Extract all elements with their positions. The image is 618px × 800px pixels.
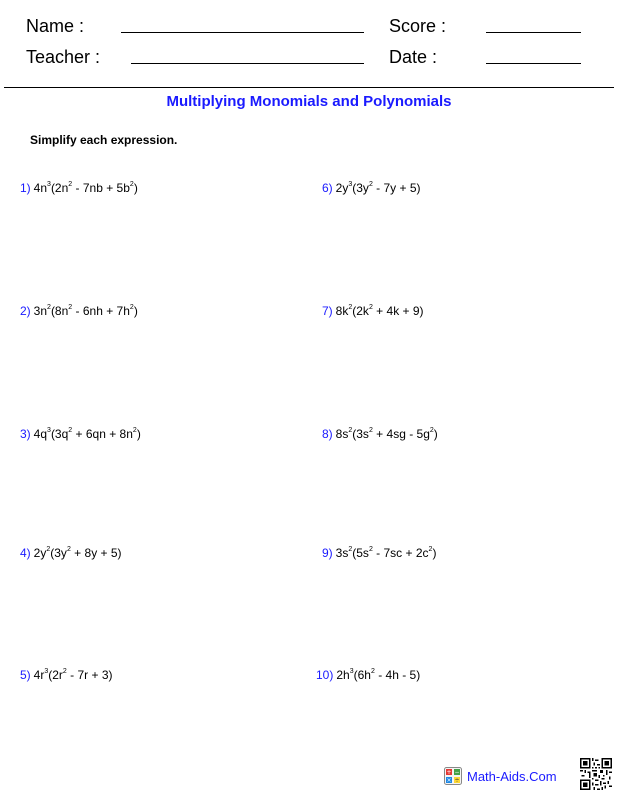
exponent: 2 xyxy=(368,181,373,188)
score-blank-line xyxy=(486,32,581,33)
problem-expression: $2h^3(6h^2 - 4h - 5)$ xyxy=(336,668,421,682)
date-label: Date : xyxy=(389,47,438,67)
instructions: Simplify each expression. xyxy=(30,133,178,147)
problem-7 xyxy=(322,304,424,318)
exponent: 3 xyxy=(44,668,49,675)
problem-8 xyxy=(322,427,438,441)
exponent: 2 xyxy=(348,546,353,553)
problem-6 xyxy=(322,181,421,195)
problem-expression: $2y^3(3y^2 - 7y + 5)$ xyxy=(335,181,421,195)
qr-code-icon xyxy=(580,758,612,790)
problem-number: 6) xyxy=(322,181,333,195)
exponent: 2 xyxy=(129,304,134,311)
exponent: 2 xyxy=(46,546,51,553)
exponent: 3 xyxy=(348,181,353,188)
exponent: 2 xyxy=(368,546,373,553)
problem-number: 3) xyxy=(20,427,31,441)
problem-4 xyxy=(20,546,122,560)
problem-number: 2) xyxy=(20,304,31,318)
problem-1 xyxy=(20,181,138,195)
problem-9 xyxy=(322,546,436,560)
exponent: 2 xyxy=(68,181,73,188)
exponent: 3 xyxy=(47,427,51,434)
exponent: 2 xyxy=(62,668,67,675)
exponent: 2 xyxy=(68,427,73,434)
exponent: 2 xyxy=(368,427,373,434)
header-divider xyxy=(4,87,614,88)
name-label: Name : xyxy=(26,16,85,36)
exponent: 3 xyxy=(47,181,51,188)
exponent: 2 xyxy=(47,304,51,311)
exponent: 2 xyxy=(348,304,353,311)
problem-expression: $4n^3(2n^2 - 7nb + 5b^2)$ xyxy=(33,181,138,195)
problem-expression: $8k^2(2k^2 + 4k + 9)$ xyxy=(335,304,424,318)
svg-text:+: + xyxy=(446,769,452,776)
site-name: Math-Aids.Com xyxy=(467,769,557,784)
teacher-label: Teacher : xyxy=(26,47,101,67)
exponent: 3 xyxy=(349,668,354,675)
date-blank-line xyxy=(486,63,581,64)
problem-expression: $8s^2(3s^2 + 4sg - 5g^2)$ xyxy=(335,427,438,441)
problem-expression: $4r^3(2r^2 - 7r + 3)$ xyxy=(33,668,113,682)
problem-number: 7) xyxy=(322,304,333,318)
problem-expression: $3s^2(5s^2 - 7sc + 2c^2)$ xyxy=(335,546,437,560)
teacher-blank-line xyxy=(131,63,364,64)
name-blank-line xyxy=(121,32,364,33)
svg-text:×: × xyxy=(446,777,452,784)
calculator-logo-icon xyxy=(444,767,462,785)
problem-3 xyxy=(20,427,141,441)
problem-number: 10) xyxy=(316,668,334,682)
score-label: Score : xyxy=(389,16,447,36)
problem-expression: $4q^3(3q^2 + 6qn + 8n^2)$ xyxy=(33,427,141,441)
problem-number: 8) xyxy=(322,427,333,441)
svg-text:−: − xyxy=(454,769,460,776)
problem-number: 5) xyxy=(20,668,31,682)
exponent: 2 xyxy=(66,546,71,553)
problem-5 xyxy=(20,668,113,682)
exponent: 2 xyxy=(429,427,434,434)
problem-2 xyxy=(20,304,138,318)
exponent: 2 xyxy=(370,668,375,675)
exponent: 2 xyxy=(132,427,137,434)
exponent: 2 xyxy=(428,546,433,553)
exponent: 2 xyxy=(348,427,353,434)
problem-expression: $3n^2(8n^2 - 6nh + 7h^2)$ xyxy=(33,304,138,318)
problem-number: 4) xyxy=(20,546,31,560)
exponent: 2 xyxy=(129,181,134,188)
worksheet-title: Multiplying Monomials and Polynomials xyxy=(166,93,452,110)
problem-number: 9) xyxy=(322,546,333,560)
problem-number: 1) xyxy=(20,181,31,195)
svg-text:÷: ÷ xyxy=(454,777,460,784)
exponent: 2 xyxy=(68,304,73,311)
problem-expression: $2y^2(3y^2 + 8y + 5)$ xyxy=(33,546,122,560)
exponent: 2 xyxy=(368,304,373,311)
problem-10 xyxy=(316,668,420,682)
